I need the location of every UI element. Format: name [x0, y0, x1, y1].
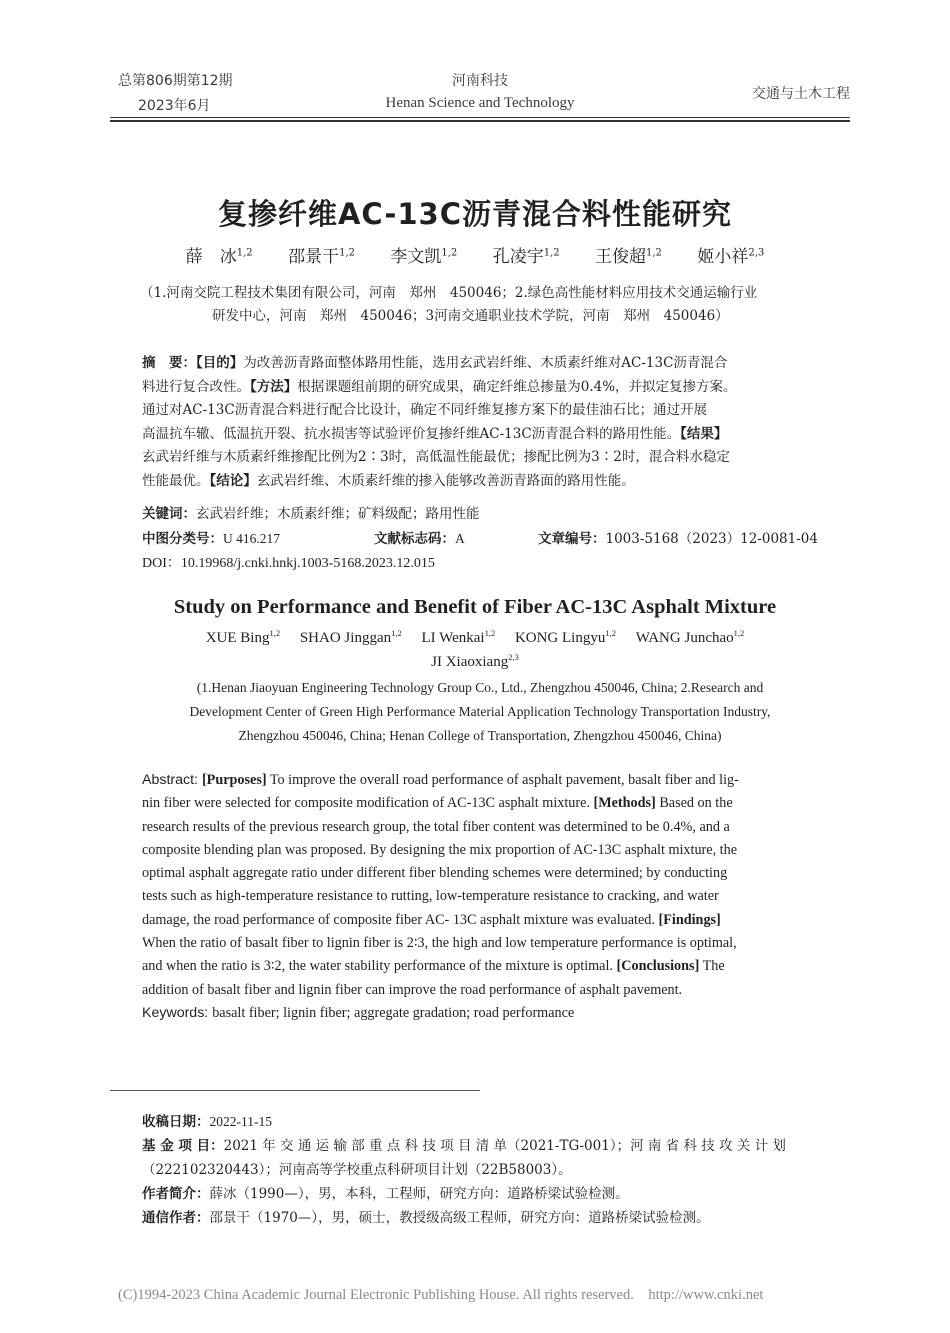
author-cn: 姬小祥$^{2,3}$ — [697, 247, 765, 267]
abstract-en-line: When the ratio of basalt fiber to lignin fiber is 2∶3, the high and low temperature performance is optimal, — [142, 935, 737, 952]
keywords-en: Keywords: basalt fiber; lignin fiber; aggregate gradation; road performance — [142, 1004, 575, 1021]
author-en: KONG Lingyu$^{1,2}$ — [514, 628, 616, 646]
header-rule-thick — [110, 120, 850, 122]
header-rule-thin — [110, 117, 850, 118]
abstract-en-line: research results of the previous research group, the total fiber content was determined to be 0.4%, and a — [142, 818, 730, 835]
doi: DOI：10.19968/j.cnki.hnkj.1003-5168.2023.12.015 — [142, 556, 435, 571]
abstract-en-line: damage, the road performance of composite fiber AC- 13C asphalt mixture was evaluated. [Findings] — [142, 911, 721, 928]
author-list-en — [0, 628, 950, 647]
section-name: 交通与土木工程 — [752, 86, 850, 102]
abstract-cn-line: 性能最优。【结论】玄武岩纤维、木质素纤维的掺入能够改善沥青路面的路用性能。 — [142, 472, 635, 489]
author-en: WANG Junchao$^{1,2}$ — [635, 628, 745, 646]
journal-name-en: Henan Science and Technology — [385, 95, 575, 111]
author-list-en-line2 — [0, 652, 950, 671]
author-cn: 孔凌宇$^{1,2}$ — [492, 247, 560, 267]
clc-number: 中图分类号：U 416.217 — [142, 531, 280, 547]
affiliation-cn-line: 研发中心，河南 郑州 450046；3河南交通职业技术学院，河南 郑州 450046） — [212, 308, 729, 324]
issue-number: 总第806期第12期 — [118, 73, 233, 89]
abstract-cn-line: 高温抗车辙、低温抗开裂、抗水损害等试验评价复掺纤维AC-13C沥青混合料的路用性能。【结果】 — [142, 425, 728, 442]
author-cn: 李文凯$^{1,2}$ — [390, 247, 458, 267]
corresponding-author: 通信作者：邵景干（1970—），男，硕士，教授级高级工程师，研究方向：道路桥梁试验检测。 — [142, 1210, 710, 1226]
article-number: 文章编号：1003-5168（2023）12-0081-04 — [538, 531, 818, 547]
abstract-en-line: nin fiber were selected for composite modification of AC-13C asphalt mixture. [Methods] Based on the — [142, 795, 733, 812]
author-en: SHAO Jinggan$^{1,2}$ — [299, 628, 402, 646]
fund-project-cont: （222102320443）；河南高等学校重点科研项目计划（22B58003）。 — [142, 1162, 572, 1178]
abstract-en-line: Abstract: [Purposes] To improve the overall road performance of asphalt pavement, basalt fiber and lig- — [142, 772, 739, 788]
keywords-cn: 关键词：玄武岩纤维；木质素纤维；矿料级配；路用性能 — [142, 506, 480, 522]
abstract-en-line: tests such as high-temperature resistance to rutting, low-temperature resistance to cracking, and water — [142, 888, 719, 905]
article-title-en: Study on Performance and Benefit of Fiber AC-13C Asphalt Mixture — [173, 596, 777, 618]
document-code: 文献标志码：A — [374, 531, 465, 547]
footnote-rule — [110, 1090, 480, 1091]
abstract-cn-line: 玄武岩纤维与木质素纤维掺配比例为2∶3时，高低温性能最优；掺配比例为3∶2时，混合料水稳定 — [142, 449, 730, 465]
received-date: 收稿日期：2022-11-15 — [142, 1114, 272, 1130]
abstract-en-line: and when the ratio is 3∶2, the water stability performance of the mixture is optimal. [Conclusions] The — [142, 958, 725, 975]
abstract-en-line: addition of basalt fiber and lignin fiber can improve the road performance of asphalt pavement. — [142, 981, 683, 998]
author-en: LI Wenkai$^{1,2}$ — [421, 628, 496, 646]
abstract-cn-line: 摘 要：【目的】为改善沥青路面整体路用性能，选用玄武岩纤维、木质素纤维对AC-13C沥青混合 — [142, 355, 728, 371]
affiliation-cn-line: （1.河南交院工程技术集团有限公司，河南 郑州 450046；2.绿色高性能材料应用技术交通运输行业 — [140, 285, 758, 301]
abstract-cn — [142, 352, 822, 493]
affiliation-cn — [140, 282, 820, 328]
author-cn: 王俊超$^{1,2}$ — [595, 247, 662, 267]
affiliation-en-line: (1.Henan Jiaoyuan Engineering Technology Group Co., Ltd., Zhengzhou 450046, China; 2.Research and — [196, 680, 764, 695]
issue-date: 2023年6月 — [138, 98, 211, 114]
abstract-en-line: composite blending plan was proposed. By designing the mix proportion of AC-13C asphalt mixture, the — [142, 841, 738, 858]
author-bio: 作者简介：薛冰（1990—），男，本科，工程师，研究方向：道路桥梁试验检测。 — [142, 1186, 629, 1202]
author-cn: 薛 冰$^{1,2}$ — [185, 247, 253, 267]
abstract-cn-line: 料进行复合改性。【方法】根据课题组前期的研究成果，确定纤维总掺量为0.4%，并拟定复掺方案。 — [142, 378, 737, 395]
footnotes — [142, 1110, 850, 1230]
author-en: JI Xiaoxiang$^{2,3}$ — [431, 652, 519, 670]
abstract-cn-line: 通过对AC-13C沥青混合料进行配合比设计，确定不同纤维复掺方案下的最佳油石比；通过开展 — [142, 402, 708, 418]
article-title-cn: 复掺纤维AC-13C沥青混合料性能研究 — [217, 197, 733, 231]
fund-project: 基 金 项 目：2021 年 交 通 运 输 部 重 点 科 技 项 目 清 单（2021-TG-001）；河 南 省 科 技 攻 关 计 划 — [142, 1138, 786, 1154]
journal-name-cn: 河南科技 — [452, 73, 508, 89]
abstract-en — [142, 769, 822, 1025]
affiliation-en-line: Zhengzhou 450046, China; Henan College of Transportation, Zhengzhou 450046, China) — [238, 728, 722, 743]
author-list-cn — [0, 242, 950, 267]
affiliation-en-line: Development Center of Green High Performance Material Application Technology Transportation Industry, — [189, 704, 771, 719]
author-cn: 邵景干$^{1,2}$ — [288, 247, 355, 267]
author-en: XUE Bing$^{1,2}$ — [205, 628, 281, 646]
affiliation-en — [110, 676, 850, 748]
abstract-en-line: optimal asphalt aggregate ratio under different fiber blending schemes were determined; by conducting — [142, 865, 728, 882]
copyright-notice: (C)1994-2023 China Academic Journal Electronic Publishing House. All rights reserved. http://www.cnki.net — [118, 1287, 764, 1303]
